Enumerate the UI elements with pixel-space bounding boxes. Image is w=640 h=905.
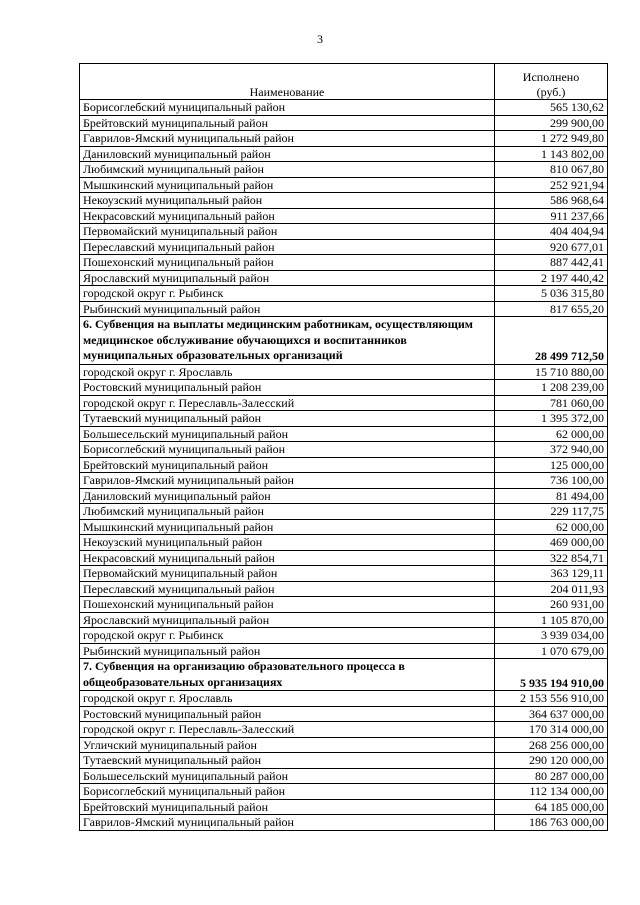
row-name: городской округ г. Переславль-Залесский (80, 722, 495, 738)
row-amount: 290 120 000,00 (495, 753, 608, 769)
row-amount: 170 314 000,00 (495, 722, 608, 738)
row-amount: 3 939 034,00 (495, 628, 608, 644)
row-amount: 911 237,66 (495, 208, 608, 224)
header-amount-line1: Исполнено (522, 70, 580, 84)
row-name: Ростовский муниципальный район (80, 706, 495, 722)
row-amount: 565 130,62 (495, 100, 608, 116)
row-amount: 1 070 679,00 (495, 643, 608, 659)
table-row (80, 597, 608, 613)
row-name: городской округ г. Переславль-Залесский (80, 395, 495, 411)
row-name: Рыбинский муниципальный район (80, 643, 495, 659)
table-row (80, 504, 608, 520)
row-name: Брейтовский муниципальный район (80, 799, 495, 815)
table-row (80, 519, 608, 535)
row-amount: 920 677,01 (495, 239, 608, 255)
row-name: Мышкинский муниципальный район (80, 519, 495, 535)
row-amount: 1 395 372,00 (495, 411, 608, 427)
row-name: Пошехонский муниципальный район (80, 597, 495, 613)
row-amount: 125 000,00 (495, 457, 608, 473)
row-amount: 5 036 315,80 (495, 286, 608, 302)
table-row (80, 722, 608, 738)
row-name: Ростовский муниципальный район (80, 380, 495, 396)
table-row (80, 364, 608, 380)
table-row (80, 628, 608, 644)
row-amount: 186 763 000,00 (495, 815, 608, 831)
row-amount: 364 637 000,00 (495, 706, 608, 722)
row-amount: 372 940,00 (495, 442, 608, 458)
row-amount: 817 655,20 (495, 301, 608, 317)
table-row (80, 815, 608, 831)
table-row (80, 612, 608, 628)
table-row (80, 457, 608, 473)
section-amount: 5 935 194 910,00 (495, 659, 608, 691)
row-name: Угличский муниципальный район (80, 737, 495, 753)
row-name: Гаврилов-Ямский муниципальный район (80, 131, 495, 147)
table-row (80, 193, 608, 209)
table-row (80, 473, 608, 489)
section-title: 7. Субвенция на организацию образовательного процесса в общеобразовательных организациях (80, 659, 495, 691)
row-name: Гаврилов-Ямский муниципальный район (80, 815, 495, 831)
row-name: Переславский муниципальный район (80, 581, 495, 597)
row-name: Переславский муниципальный район (80, 239, 495, 255)
section-row (80, 659, 608, 691)
row-amount: 62 000,00 (495, 519, 608, 535)
row-amount: 81 494,00 (495, 488, 608, 504)
table-row (80, 239, 608, 255)
header-amount-line2: (руб.) (536, 84, 566, 99)
row-name: Даниловский муниципальный район (80, 146, 495, 162)
row-amount: 1 208 239,00 (495, 380, 608, 396)
row-name: Любимский муниципальный район (80, 504, 495, 520)
row-name: Большесельский муниципальный район (80, 768, 495, 784)
table-row (80, 301, 608, 317)
table-row (80, 753, 608, 769)
table-row (80, 442, 608, 458)
table-row (80, 255, 608, 271)
row-name: городской округ г. Рыбинск (80, 628, 495, 644)
table-row (80, 426, 608, 442)
row-amount: 112 134 000,00 (495, 784, 608, 800)
table-row (80, 100, 608, 116)
row-name: Рыбинский муниципальный район (80, 301, 495, 317)
table-row (80, 566, 608, 582)
row-amount: 204 011,93 (495, 581, 608, 597)
table-row (80, 115, 608, 131)
row-amount: 2 197 440,42 (495, 270, 608, 286)
row-amount: 80 287 000,00 (495, 768, 608, 784)
header-name: Наименование (80, 64, 495, 100)
row-name: городской округ г. Ярославль (80, 364, 495, 380)
table-row (80, 395, 608, 411)
table-row (80, 643, 608, 659)
row-name: Первомайский муниципальный район (80, 566, 495, 582)
table-row (80, 411, 608, 427)
row-name: Некрасовский муниципальный район (80, 208, 495, 224)
row-amount: 62 000,00 (495, 426, 608, 442)
row-amount: 229 117,75 (495, 504, 608, 520)
table-row (80, 768, 608, 784)
row-amount: 363 129,11 (495, 566, 608, 582)
table-row (80, 208, 608, 224)
row-name: Борисоглебский муниципальный район (80, 784, 495, 800)
row-amount: 64 185 000,00 (495, 799, 608, 815)
row-amount: 322 854,71 (495, 550, 608, 566)
table-row (80, 737, 608, 753)
row-name: Первомайский муниципальный район (80, 224, 495, 240)
row-amount: 1 272 949,80 (495, 131, 608, 147)
table-row (80, 380, 608, 396)
report-table (79, 63, 608, 831)
row-amount: 469 000,00 (495, 535, 608, 551)
row-amount: 810 067,80 (495, 162, 608, 178)
table-row (80, 146, 608, 162)
table-row (80, 550, 608, 566)
row-name: Любимский муниципальный район (80, 162, 495, 178)
table-header-row (80, 64, 608, 100)
page-number: 3 (317, 32, 323, 46)
row-amount: 404 404,94 (495, 224, 608, 240)
row-name: Некоузский муниципальный район (80, 535, 495, 551)
row-amount: 268 256 000,00 (495, 737, 608, 753)
row-name: Ярославский муниципальный район (80, 270, 495, 286)
header-amount (495, 64, 608, 100)
row-name: Пошехонский муниципальный район (80, 255, 495, 271)
row-name: Гаврилов-Ямский муниципальный район (80, 473, 495, 489)
table-row (80, 581, 608, 597)
row-name: Тутаевский муниципальный район (80, 411, 495, 427)
table-row (80, 224, 608, 240)
section-title: 6. Субвенция на выплаты медицинским работникам, осуществляющим медицинское обслуживание обучающихся и воспитанников муниципальных образовательных организаций (80, 317, 495, 365)
row-name: Некрасовский муниципальный район (80, 550, 495, 566)
row-amount: 736 100,00 (495, 473, 608, 489)
row-amount: 2 153 556 910,00 (495, 691, 608, 707)
row-name: Мышкинский муниципальный район (80, 177, 495, 193)
row-amount: 887 442,41 (495, 255, 608, 271)
table-row (80, 286, 608, 302)
row-amount: 1 143 802,00 (495, 146, 608, 162)
table-body (80, 100, 608, 831)
row-amount: 586 968,64 (495, 193, 608, 209)
row-name: Брейтовский муниципальный район (80, 457, 495, 473)
row-amount: 299 900,00 (495, 115, 608, 131)
table-row (80, 131, 608, 147)
row-name: Большесельский муниципальный район (80, 426, 495, 442)
row-amount: 260 931,00 (495, 597, 608, 613)
row-name: Борисоглебский муниципальный район (80, 442, 495, 458)
table-row (80, 535, 608, 551)
row-amount: 781 060,00 (495, 395, 608, 411)
table-row (80, 488, 608, 504)
row-name: Даниловский муниципальный район (80, 488, 495, 504)
row-amount: 252 921,94 (495, 177, 608, 193)
section-row (80, 317, 608, 365)
table-row (80, 270, 608, 286)
row-name: Ярославский муниципальный район (80, 612, 495, 628)
table-row (80, 784, 608, 800)
row-name: городской округ г. Ярославль (80, 691, 495, 707)
row-amount: 1 105 870,00 (495, 612, 608, 628)
table-row (80, 706, 608, 722)
row-name: Борисоглебский муниципальный район (80, 100, 495, 116)
row-name: Некоузский муниципальный район (80, 193, 495, 209)
table-row (80, 162, 608, 178)
section-amount: 28 499 712,50 (495, 317, 608, 365)
table-row (80, 691, 608, 707)
row-name: городской округ г. Рыбинск (80, 286, 495, 302)
table-row (80, 799, 608, 815)
table-row (80, 177, 608, 193)
row-amount: 15 710 880,00 (495, 364, 608, 380)
row-name: Брейтовский муниципальный район (80, 115, 495, 131)
row-name: Тутаевский муниципальный район (80, 753, 495, 769)
